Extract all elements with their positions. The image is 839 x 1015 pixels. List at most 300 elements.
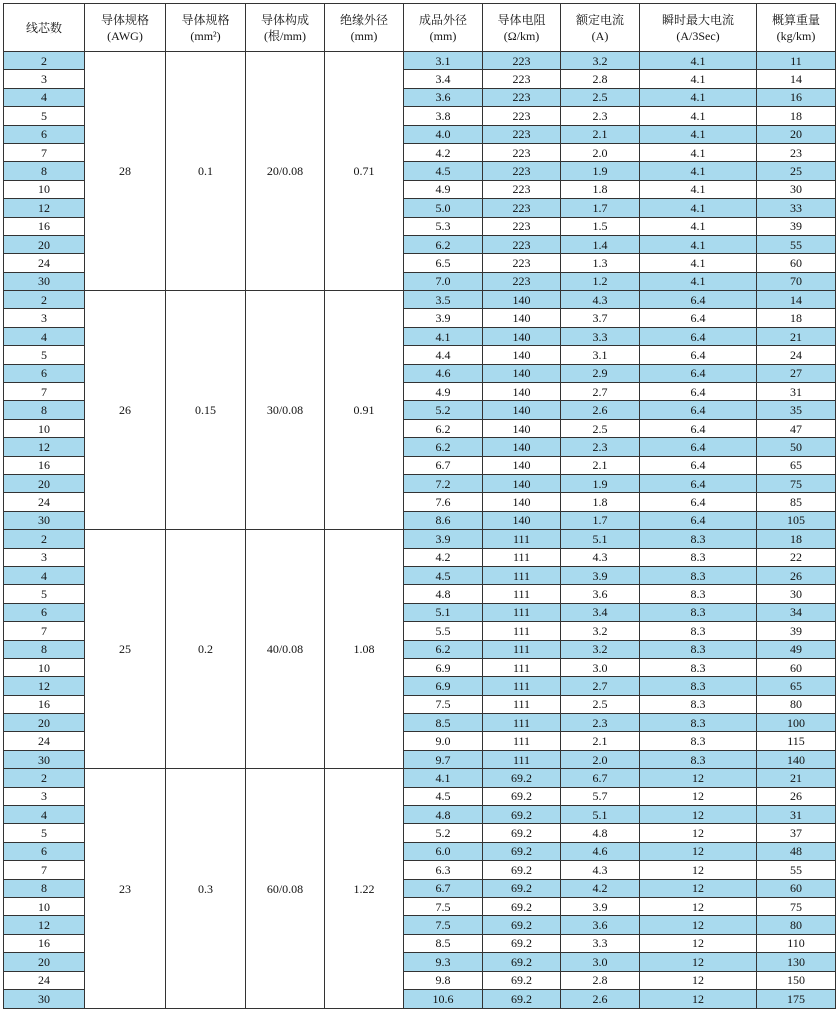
weight-cell: 110 xyxy=(757,934,836,952)
weight-cell: 14 xyxy=(757,291,836,309)
resistance-cell: 69.2 xyxy=(483,824,561,842)
weight-cell: 39 xyxy=(757,217,836,235)
core-count-cell: 30 xyxy=(4,750,85,768)
weight-cell: 60 xyxy=(757,254,836,272)
core-count-cell: 4 xyxy=(4,88,85,106)
finished-od-cell: 7.2 xyxy=(404,474,483,492)
weight-cell: 37 xyxy=(757,824,836,842)
weight-cell: 20 xyxy=(757,125,836,143)
core-count-cell: 12 xyxy=(4,199,85,217)
resistance-cell: 111 xyxy=(483,530,561,548)
weight-cell: 140 xyxy=(757,750,836,768)
rated-current-cell: 2.3 xyxy=(561,107,640,125)
resistance-cell: 140 xyxy=(483,346,561,364)
header-unit: (mm²) xyxy=(190,28,221,43)
finished-od-cell: 6.9 xyxy=(404,677,483,695)
header-unit: (AWG) xyxy=(107,28,143,43)
header-row xyxy=(4,4,836,52)
rated-current-cell: 3.0 xyxy=(561,953,640,971)
rated-current-cell: 3.0 xyxy=(561,658,640,676)
core-count-cell: 8 xyxy=(4,401,85,419)
core-count-cell: 10 xyxy=(4,658,85,676)
peak-current-cell: 12 xyxy=(640,897,757,915)
table-row xyxy=(4,769,836,787)
finished-od-cell: 3.1 xyxy=(404,52,483,70)
header-label: 概算重量 xyxy=(771,12,820,27)
weight-cell: 21 xyxy=(757,769,836,787)
rated-current-cell: 1.7 xyxy=(561,199,640,217)
resistance-cell: 69.2 xyxy=(483,953,561,971)
resistance-cell: 140 xyxy=(483,401,561,419)
weight-cell: 65 xyxy=(757,456,836,474)
header-unit: (A/3Sec) xyxy=(676,28,720,43)
peak-current-cell: 6.4 xyxy=(640,327,757,345)
core-count-cell: 6 xyxy=(4,364,85,382)
resistance-cell: 223 xyxy=(483,217,561,235)
merged-mm2: 0.2 xyxy=(166,530,246,769)
header-insulation-od xyxy=(325,4,404,52)
rated-current-cell: 4.2 xyxy=(561,879,640,897)
resistance-cell: 140 xyxy=(483,327,561,345)
resistance-cell: 69.2 xyxy=(483,879,561,897)
rated-current-cell: 4.3 xyxy=(561,548,640,566)
header-unit: (kg/km) xyxy=(776,28,816,43)
finished-od-cell: 5.2 xyxy=(404,401,483,419)
rated-current-cell: 1.4 xyxy=(561,235,640,253)
weight-cell: 30 xyxy=(757,180,836,198)
rated-current-cell: 3.2 xyxy=(561,640,640,658)
resistance-cell: 111 xyxy=(483,714,561,732)
weight-cell: 75 xyxy=(757,474,836,492)
resistance-cell: 223 xyxy=(483,88,561,106)
weight-cell: 25 xyxy=(757,162,836,180)
core-count-cell: 12 xyxy=(4,916,85,934)
header-label: 导体电阻 xyxy=(497,12,546,27)
merged-construction: 30/0.08 xyxy=(246,291,325,530)
core-count-cell: 20 xyxy=(4,474,85,492)
core-count-cell: 24 xyxy=(4,971,85,989)
weight-cell: 80 xyxy=(757,916,836,934)
rated-current-cell: 2.7 xyxy=(561,383,640,401)
resistance-cell: 140 xyxy=(483,456,561,474)
resistance-cell: 223 xyxy=(483,199,561,217)
rated-current-cell: 1.9 xyxy=(561,474,640,492)
merged-insulation-od: 0.91 xyxy=(325,291,404,530)
core-count-cell: 3 xyxy=(4,70,85,88)
finished-od-cell: 7.6 xyxy=(404,493,483,511)
weight-cell: 26 xyxy=(757,787,836,805)
finished-od-cell: 4.8 xyxy=(404,806,483,824)
resistance-cell: 223 xyxy=(483,162,561,180)
header-unit: (Ω/km) xyxy=(503,28,540,43)
merged-awg: 26 xyxy=(85,291,166,530)
resistance-cell: 111 xyxy=(483,658,561,676)
rated-current-cell: 2.6 xyxy=(561,401,640,419)
core-count-cell: 7 xyxy=(4,622,85,640)
rated-current-cell: 2.9 xyxy=(561,364,640,382)
finished-od-cell: 4.8 xyxy=(404,585,483,603)
finished-od-cell: 4.1 xyxy=(404,327,483,345)
table-row xyxy=(4,291,836,309)
core-count-cell: 2 xyxy=(4,530,85,548)
resistance-cell: 111 xyxy=(483,585,561,603)
finished-od-cell: 5.2 xyxy=(404,824,483,842)
header-rated-current xyxy=(561,4,640,52)
rated-current-cell: 1.7 xyxy=(561,511,640,529)
core-count-cell: 7 xyxy=(4,861,85,879)
finished-od-cell: 6.7 xyxy=(404,879,483,897)
weight-cell: 35 xyxy=(757,401,836,419)
resistance-cell: 140 xyxy=(483,493,561,511)
rated-current-cell: 3.3 xyxy=(561,934,640,952)
finished-od-cell: 7.0 xyxy=(404,272,483,290)
rated-current-cell: 3.1 xyxy=(561,346,640,364)
peak-current-cell: 8.3 xyxy=(640,732,757,750)
merged-insulation-od: 0.71 xyxy=(325,52,404,291)
rated-current-cell: 3.6 xyxy=(561,585,640,603)
peak-current-cell: 4.1 xyxy=(640,217,757,235)
peak-current-cell: 12 xyxy=(640,971,757,989)
weight-cell: 65 xyxy=(757,677,836,695)
finished-od-cell: 6.9 xyxy=(404,658,483,676)
resistance-cell: 69.2 xyxy=(483,787,561,805)
core-count-cell: 10 xyxy=(4,180,85,198)
rated-current-cell: 1.3 xyxy=(561,254,640,272)
core-count-cell: 24 xyxy=(4,493,85,511)
peak-current-cell: 12 xyxy=(640,989,757,1008)
weight-cell: 80 xyxy=(757,695,836,713)
rated-current-cell: 2.5 xyxy=(561,419,640,437)
core-count-cell: 4 xyxy=(4,327,85,345)
merged-awg: 23 xyxy=(85,769,166,1009)
core-count-cell: 2 xyxy=(4,291,85,309)
weight-cell: 55 xyxy=(757,861,836,879)
weight-cell: 24 xyxy=(757,346,836,364)
header-resistance xyxy=(483,4,561,52)
weight-cell: 60 xyxy=(757,879,836,897)
rated-current-cell: 1.2 xyxy=(561,272,640,290)
header-label: 线芯数 xyxy=(25,20,62,35)
peak-current-cell: 6.4 xyxy=(640,511,757,529)
peak-current-cell: 6.4 xyxy=(640,493,757,511)
peak-current-cell: 8.3 xyxy=(640,530,757,548)
header-awg xyxy=(85,4,166,52)
rated-current-cell: 3.9 xyxy=(561,897,640,915)
weight-cell: 50 xyxy=(757,438,836,456)
resistance-cell: 140 xyxy=(483,474,561,492)
finished-od-cell: 5.5 xyxy=(404,622,483,640)
finished-od-cell: 6.3 xyxy=(404,861,483,879)
finished-od-cell: 9.0 xyxy=(404,732,483,750)
peak-current-cell: 12 xyxy=(640,769,757,787)
weight-cell: 31 xyxy=(757,383,836,401)
rated-current-cell: 3.2 xyxy=(561,622,640,640)
weight-cell: 23 xyxy=(757,143,836,161)
weight-cell: 85 xyxy=(757,493,836,511)
finished-od-cell: 7.5 xyxy=(404,897,483,915)
peak-current-cell: 4.1 xyxy=(640,180,757,198)
weight-cell: 150 xyxy=(757,971,836,989)
core-count-cell: 12 xyxy=(4,438,85,456)
finished-od-cell: 3.6 xyxy=(404,88,483,106)
peak-current-cell: 6.4 xyxy=(640,364,757,382)
core-count-cell: 8 xyxy=(4,162,85,180)
peak-current-cell: 6.4 xyxy=(640,383,757,401)
resistance-cell: 111 xyxy=(483,732,561,750)
resistance-cell: 69.2 xyxy=(483,861,561,879)
weight-cell: 105 xyxy=(757,511,836,529)
table-body xyxy=(4,52,836,1009)
resistance-cell: 140 xyxy=(483,364,561,382)
finished-od-cell: 9.3 xyxy=(404,953,483,971)
resistance-cell: 140 xyxy=(483,419,561,437)
resistance-cell: 140 xyxy=(483,383,561,401)
finished-od-cell: 5.0 xyxy=(404,199,483,217)
core-count-cell: 2 xyxy=(4,769,85,787)
resistance-cell: 223 xyxy=(483,107,561,125)
resistance-cell: 140 xyxy=(483,438,561,456)
rated-current-cell: 4.3 xyxy=(561,291,640,309)
rated-current-cell: 4.6 xyxy=(561,842,640,860)
merged-awg: 28 xyxy=(85,52,166,291)
weight-cell: 14 xyxy=(757,70,836,88)
rated-current-cell: 2.3 xyxy=(561,714,640,732)
finished-od-cell: 9.8 xyxy=(404,971,483,989)
resistance-cell: 111 xyxy=(483,603,561,621)
resistance-cell: 140 xyxy=(483,511,561,529)
resistance-cell: 111 xyxy=(483,695,561,713)
header-finished-od xyxy=(404,4,483,52)
rated-current-cell: 3.2 xyxy=(561,52,640,70)
weight-cell: 18 xyxy=(757,309,836,327)
finished-od-cell: 4.1 xyxy=(404,769,483,787)
rated-current-cell: 2.3 xyxy=(561,438,640,456)
peak-current-cell: 4.1 xyxy=(640,272,757,290)
rated-current-cell: 1.8 xyxy=(561,180,640,198)
rated-current-cell: 1.8 xyxy=(561,493,640,511)
core-count-cell: 6 xyxy=(4,125,85,143)
weight-cell: 27 xyxy=(757,364,836,382)
merged-insulation-od: 1.22 xyxy=(325,769,404,1009)
rated-current-cell: 2.0 xyxy=(561,143,640,161)
finished-od-cell: 8.5 xyxy=(404,714,483,732)
table-header xyxy=(4,4,836,52)
merged-construction: 40/0.08 xyxy=(246,530,325,769)
resistance-cell: 69.2 xyxy=(483,934,561,952)
peak-current-cell: 8.3 xyxy=(640,603,757,621)
finished-od-cell: 4.4 xyxy=(404,346,483,364)
resistance-cell: 111 xyxy=(483,548,561,566)
header-unit: (根/mm) xyxy=(264,28,306,43)
weight-cell: 22 xyxy=(757,548,836,566)
resistance-cell: 223 xyxy=(483,254,561,272)
peak-current-cell: 6.4 xyxy=(640,438,757,456)
finished-od-cell: 4.6 xyxy=(404,364,483,382)
merged-construction: 20/0.08 xyxy=(246,52,325,291)
core-count-cell: 16 xyxy=(4,217,85,235)
peak-current-cell: 6.4 xyxy=(640,291,757,309)
peak-current-cell: 8.3 xyxy=(640,566,757,584)
finished-od-cell: 5.1 xyxy=(404,603,483,621)
peak-current-cell: 12 xyxy=(640,879,757,897)
core-count-cell: 20 xyxy=(4,714,85,732)
resistance-cell: 111 xyxy=(483,750,561,768)
peak-current-cell: 8.3 xyxy=(640,695,757,713)
weight-cell: 21 xyxy=(757,327,836,345)
resistance-cell: 223 xyxy=(483,70,561,88)
rated-current-cell: 2.8 xyxy=(561,70,640,88)
finished-od-cell: 8.5 xyxy=(404,934,483,952)
core-count-cell: 16 xyxy=(4,456,85,474)
peak-current-cell: 12 xyxy=(640,787,757,805)
cable-spec-table xyxy=(3,3,836,1009)
rated-current-cell: 3.9 xyxy=(561,566,640,584)
rated-current-cell: 2.0 xyxy=(561,750,640,768)
core-count-cell: 4 xyxy=(4,566,85,584)
header-label: 额定电流 xyxy=(575,12,624,27)
weight-cell: 31 xyxy=(757,806,836,824)
finished-od-cell: 4.9 xyxy=(404,180,483,198)
peak-current-cell: 6.4 xyxy=(640,346,757,364)
peak-current-cell: 4.1 xyxy=(640,125,757,143)
header-core-count xyxy=(4,4,85,52)
resistance-cell: 111 xyxy=(483,640,561,658)
rated-current-cell: 2.8 xyxy=(561,971,640,989)
weight-cell: 100 xyxy=(757,714,836,732)
peak-current-cell: 6.4 xyxy=(640,309,757,327)
peak-current-cell: 4.1 xyxy=(640,235,757,253)
finished-od-cell: 8.6 xyxy=(404,511,483,529)
weight-cell: 55 xyxy=(757,235,836,253)
weight-cell: 130 xyxy=(757,953,836,971)
core-count-cell: 30 xyxy=(4,272,85,290)
table-row xyxy=(4,52,836,70)
resistance-cell: 69.2 xyxy=(483,769,561,787)
core-count-cell: 5 xyxy=(4,107,85,125)
weight-cell: 75 xyxy=(757,897,836,915)
rated-current-cell: 3.7 xyxy=(561,309,640,327)
core-count-cell: 10 xyxy=(4,897,85,915)
header-peak-current xyxy=(640,4,757,52)
header-unit: (A) xyxy=(591,28,609,43)
peak-current-cell: 12 xyxy=(640,916,757,934)
peak-current-cell: 8.3 xyxy=(640,658,757,676)
core-count-cell: 3 xyxy=(4,548,85,566)
finished-od-cell: 10.6 xyxy=(404,989,483,1008)
core-count-cell: 2 xyxy=(4,52,85,70)
peak-current-cell: 8.3 xyxy=(640,640,757,658)
merged-mm2: 0.3 xyxy=(166,769,246,1009)
peak-current-cell: 8.3 xyxy=(640,548,757,566)
resistance-cell: 69.2 xyxy=(483,971,561,989)
merged-mm2: 0.1 xyxy=(166,52,246,291)
weight-cell: 16 xyxy=(757,88,836,106)
header-unit: (mm) xyxy=(350,28,378,43)
merged-construction: 60/0.08 xyxy=(246,769,325,1009)
core-count-cell: 5 xyxy=(4,585,85,603)
peak-current-cell: 4.1 xyxy=(640,162,757,180)
weight-cell: 48 xyxy=(757,842,836,860)
peak-current-cell: 4.1 xyxy=(640,199,757,217)
finished-od-cell: 6.2 xyxy=(404,438,483,456)
finished-od-cell: 4.9 xyxy=(404,383,483,401)
resistance-cell: 223 xyxy=(483,52,561,70)
merged-insulation-od: 1.08 xyxy=(325,530,404,769)
core-count-cell: 30 xyxy=(4,989,85,1008)
core-count-cell: 12 xyxy=(4,677,85,695)
peak-current-cell: 4.1 xyxy=(640,143,757,161)
core-count-cell: 7 xyxy=(4,383,85,401)
core-count-cell: 6 xyxy=(4,603,85,621)
rated-current-cell: 2.7 xyxy=(561,677,640,695)
finished-od-cell: 6.5 xyxy=(404,254,483,272)
peak-current-cell: 4.1 xyxy=(640,254,757,272)
finished-od-cell: 6.2 xyxy=(404,640,483,658)
resistance-cell: 111 xyxy=(483,677,561,695)
resistance-cell: 223 xyxy=(483,143,561,161)
weight-cell: 60 xyxy=(757,658,836,676)
merged-awg: 25 xyxy=(85,530,166,769)
finished-od-cell: 6.2 xyxy=(404,419,483,437)
peak-current-cell: 12 xyxy=(640,806,757,824)
resistance-cell: 140 xyxy=(483,291,561,309)
peak-current-cell: 8.3 xyxy=(640,750,757,768)
resistance-cell: 140 xyxy=(483,309,561,327)
finished-od-cell: 3.4 xyxy=(404,70,483,88)
core-count-cell: 24 xyxy=(4,732,85,750)
header-mm2 xyxy=(166,4,246,52)
rated-current-cell: 1.9 xyxy=(561,162,640,180)
core-count-cell: 7 xyxy=(4,143,85,161)
finished-od-cell: 6.7 xyxy=(404,456,483,474)
header-label: 导体规格 xyxy=(100,12,149,27)
weight-cell: 11 xyxy=(757,52,836,70)
resistance-cell: 69.2 xyxy=(483,989,561,1008)
peak-current-cell: 12 xyxy=(640,934,757,952)
resistance-cell: 223 xyxy=(483,180,561,198)
header-label: 导体规格 xyxy=(181,12,230,27)
core-count-cell: 16 xyxy=(4,934,85,952)
core-count-cell: 20 xyxy=(4,953,85,971)
rated-current-cell: 2.5 xyxy=(561,88,640,106)
rated-current-cell: 3.4 xyxy=(561,603,640,621)
finished-od-cell: 4.5 xyxy=(404,162,483,180)
weight-cell: 115 xyxy=(757,732,836,750)
rated-current-cell: 5.1 xyxy=(561,530,640,548)
weight-cell: 18 xyxy=(757,530,836,548)
weight-cell: 33 xyxy=(757,199,836,217)
weight-cell: 39 xyxy=(757,622,836,640)
finished-od-cell: 9.7 xyxy=(404,750,483,768)
header-label: 绝缘外径 xyxy=(339,12,388,27)
finished-od-cell: 7.5 xyxy=(404,695,483,713)
table-row xyxy=(4,530,836,548)
header-weight xyxy=(757,4,836,52)
weight-cell: 175 xyxy=(757,989,836,1008)
rated-current-cell: 2.1 xyxy=(561,125,640,143)
rated-current-cell: 5.7 xyxy=(561,787,640,805)
finished-od-cell: 4.2 xyxy=(404,143,483,161)
peak-current-cell: 6.4 xyxy=(640,401,757,419)
peak-current-cell: 12 xyxy=(640,953,757,971)
rated-current-cell: 3.3 xyxy=(561,327,640,345)
resistance-cell: 223 xyxy=(483,272,561,290)
peak-current-cell: 4.1 xyxy=(640,107,757,125)
core-count-cell: 24 xyxy=(4,254,85,272)
header-construction xyxy=(246,4,325,52)
rated-current-cell: 2.1 xyxy=(561,456,640,474)
core-count-cell: 10 xyxy=(4,419,85,437)
